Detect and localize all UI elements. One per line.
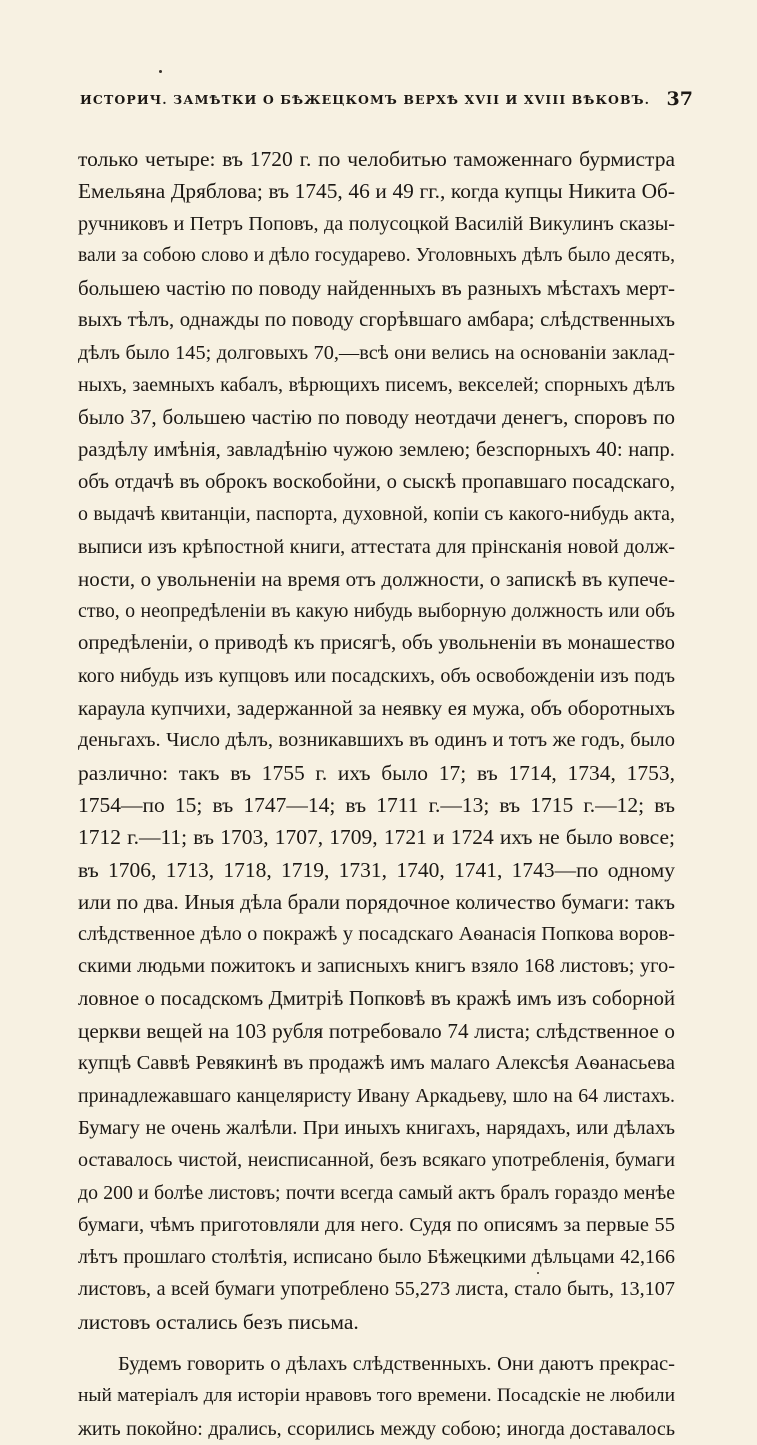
- text-line: различно: такъ въ 1755 г. ихъ было 17; въ 1714, 1734, 1753,: [78, 760, 675, 785]
- text-line: ловное о посадскомъ Дмитріѣ Попковѣ въ кражѣ имъ изъ соборной: [78, 987, 675, 1010]
- text-line: опредѣленіи, о приводѣ къ присягѣ, объ увольненіи въ монашество: [78, 632, 675, 655]
- text-line: до 200 и болѣе листовъ; почти всегда самый актъ бралъ гораздо менѣе: [78, 1181, 675, 1204]
- text-line: вали за собою слово и дѣло государево. Уголовныхъ дѣлъ было десять,: [78, 244, 675, 266]
- text-line: ности, о увольненіи на время отъ должности, о запискѣ въ купече-: [78, 566, 675, 591]
- text-line: о выдачѣ квитанціи, паспорта, духовной, копіи съ какого-нибудь акта,: [78, 503, 675, 526]
- text-line: скими людьми пожитокъ и записныхъ книгъ взяло 168 листовъ; уго-: [78, 955, 675, 978]
- text-line: было 37, большею частію по поводу неотдачи денегъ, споровъ по: [78, 405, 675, 430]
- text-line: или по два. Иныя дѣла брали порядочное количество бумаги: такъ: [78, 889, 675, 914]
- text-line: оставалось чистой, неисписанной, безъ всякаго употребленія, бумаги: [78, 1149, 675, 1172]
- page-number: 37: [666, 88, 693, 110]
- text-line: раздѣлу имѣнія, завладѣнію чужою землею; безспорныхъ 40: напр.: [78, 437, 675, 461]
- text-line: объ отдачѣ въ оброкъ воскобойни, о сыскѣ пропавшаго посадскаго,: [78, 470, 675, 493]
- text-line: выписи изъ крѣпостной книги, аттестата для прінсканія новой долж-: [78, 535, 675, 558]
- print-speck: [537, 1272, 539, 1274]
- text-line: ныхъ, заемныхъ кабалъ, вѣрющихъ писемъ, векселей; спорныхъ дѣлъ: [78, 374, 675, 397]
- text-line: деньгахъ. Число дѣлъ, возникавшихъ въ одинъ и тотъ же годъ, было: [78, 729, 675, 752]
- text-line: лѣтъ прошлаго столѣтія, исписано было Бѣжецкими дѣльцами 42,166: [78, 1246, 675, 1269]
- text-line: бумаги, чѣмъ приготовляли для него. Судя по описямъ за первые 55: [78, 1213, 675, 1236]
- paragraph-2: [78, 1348, 675, 1445]
- text-line: принадлежавшаго канцеляристу Ивану Аркадьеву, шло на 64 листахъ.: [78, 1084, 675, 1107]
- text-line: въ 1706, 1713, 1718, 1719, 1731, 1740, 1741, 1743—по одному: [78, 857, 675, 882]
- text-line: купцѣ Саввѣ Ревякинѣ въ продажѣ имъ малаго Алексѣя Аѳанасьева: [78, 1052, 675, 1075]
- text-line: 1712 г.—11; въ 1703, 1707, 1709, 1721 и 1724 ихъ не было вовсе;: [78, 825, 675, 850]
- text-line: выхъ тѣлъ, однажды по поводу сгорѣвшаго амбара; слѣдственныхъ: [78, 309, 675, 332]
- print-speck: [159, 70, 162, 73]
- text-line: Будемъ говорить о дѣлахъ слѣдственныхъ. Они даютъ прекрас-: [118, 1352, 675, 1375]
- text-line: ручниковъ и Петръ Поповъ, да полусоцкой Василій Викулинъ сказы-: [78, 212, 675, 235]
- text-line: жить покойно: дрались, ссорились между собою; иногда доставалось: [78, 1417, 675, 1440]
- page-header: [70, 88, 695, 116]
- text-line: дѣлъ было 145; долговыхъ 70,—всѣ они велись на основаніи заклад-: [78, 341, 675, 364]
- text-line: слѣдственное дѣло о покражѣ у посадскаго Аѳанасія Попкова воров-: [78, 923, 675, 946]
- paragraph-1: [78, 143, 675, 1338]
- paragraph-gap: [78, 1338, 675, 1348]
- text-line: Емельяна Дряблова; въ 1745, 46 и 49 гг., когда купцы Никита Об-: [78, 179, 675, 204]
- running-title: ИСТОРИЧ. ЗАМѢТКИ О БѢЖЕЦКОМЪ ВЕРХѢ XVII И XVIII ВѢКОВЪ.: [80, 92, 651, 107]
- text-line: караула купчихи, задержанной за неявку ея мужа, объ оборотныхъ: [78, 696, 675, 721]
- text-line: кого нибудь изъ купцовъ или посадскихъ, объ освобожденіи изъ подъ: [78, 664, 675, 687]
- text-line: листовъ, а всей бумаги употреблено 55,273 листа, стало быть, 13,107: [78, 1278, 675, 1301]
- text-line: листовъ остались безъ письма.: [78, 1309, 359, 1334]
- text-line: ство, о неопредѣленіи въ какую нибудь выборную должность или объ: [78, 600, 675, 623]
- text-line: только четыре: въ 1720 г. по челобитью таможеннаго бурмистра: [78, 147, 675, 171]
- text-line: ный матеріалъ для исторіи нравовъ того времени. Посадскіе не любили: [78, 1385, 675, 1407]
- text-line: 1754—по 15; въ 1747—14; въ 1711 г.—13; въ 1715 г.—12; въ: [78, 792, 675, 817]
- text-line: Бумагу не очень жалѣли. При иныхъ книгахъ, нарядахъ, или дѣлахъ: [78, 1116, 675, 1139]
- text-line: церкви вещей на 103 рубля потребовало 74 листа; слѣдственное о: [78, 1019, 675, 1044]
- body-text: [78, 143, 675, 1445]
- text-line: большею частію по поводу найденныхъ въ разныхъ мѣстахъ мерт-: [78, 276, 675, 301]
